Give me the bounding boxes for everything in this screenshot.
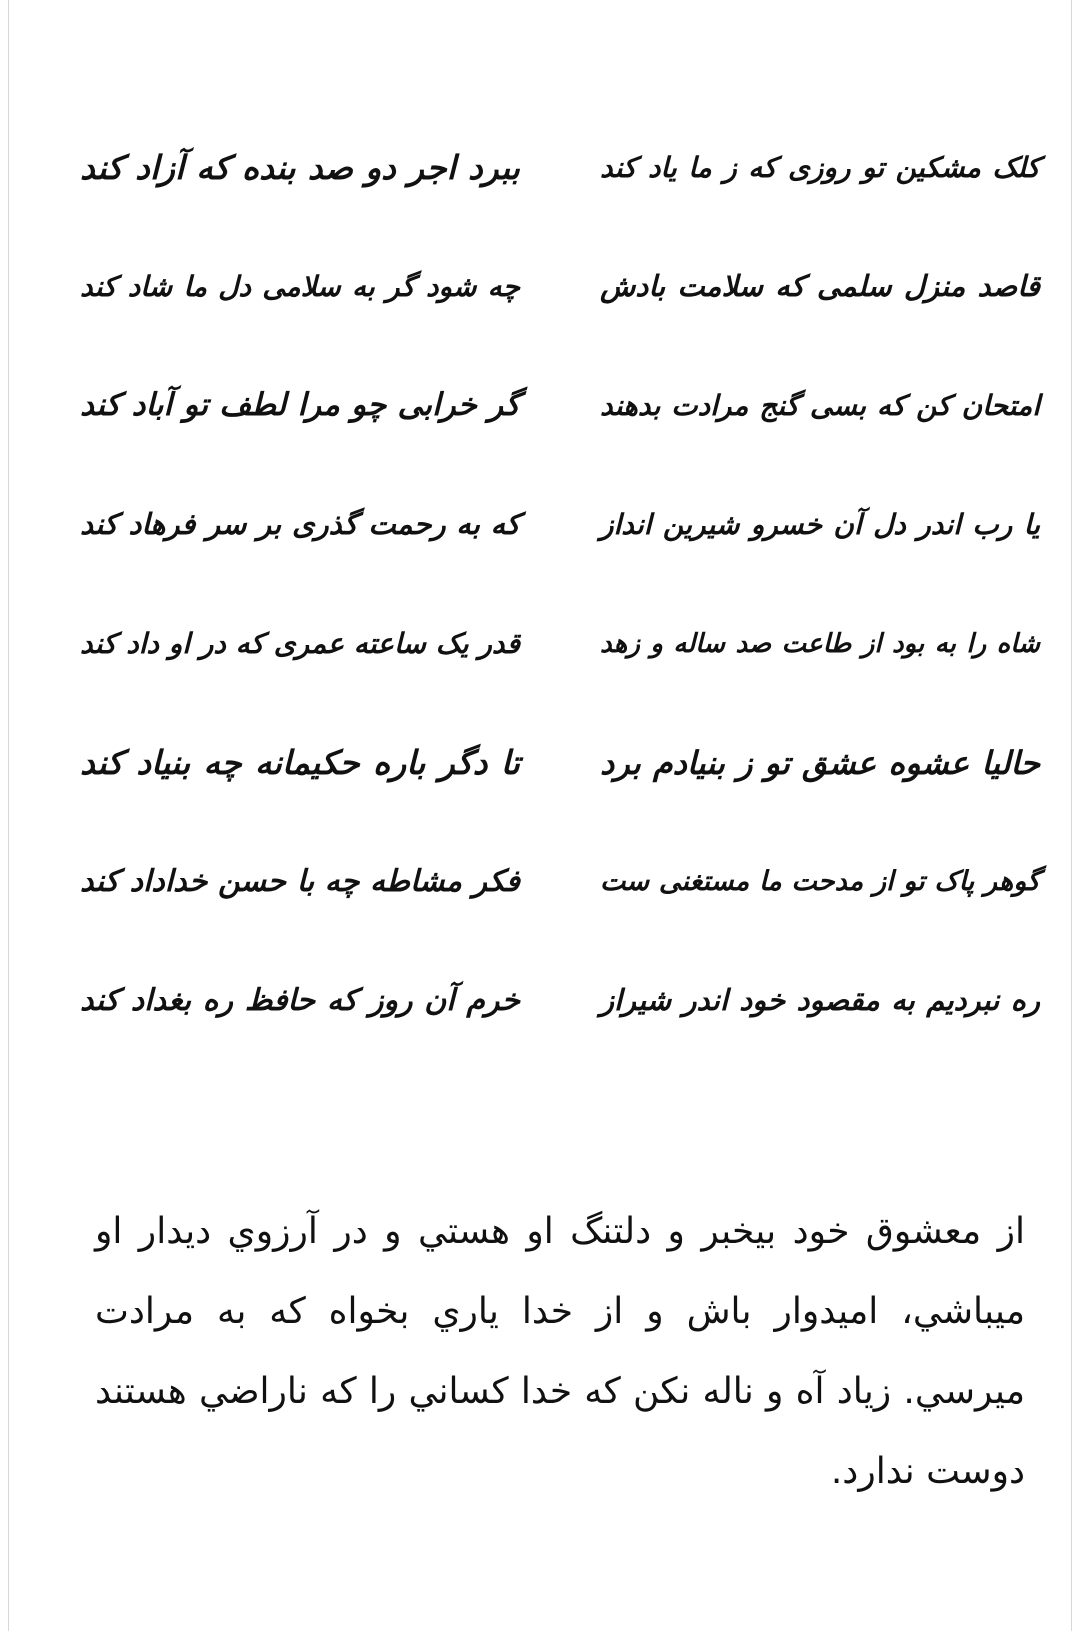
poem — [80, 108, 1040, 1060]
couplet-3-second-hemistich: گر خرابی چو مرا لطف تو آباد کند — [80, 387, 520, 423]
couplet — [80, 346, 1040, 465]
couplet-4-first-hemistich: یا رب اندر دل آن خسرو شیرین انداز — [600, 507, 1040, 541]
couplet-5-second-hemistich: قدر یک ساعته عمری که در او داد کند — [80, 626, 520, 660]
couplet-6-first-hemistich: حالیا عشوه عشق تو ز بنیادم برد — [600, 743, 1040, 782]
couplet — [80, 584, 1040, 703]
couplet-7-first-hemistich: گوهر پاک تو از مدحت ما مستغنی ست — [600, 866, 1040, 897]
couplet-4-second-hemistich: که به رحمت گذری بر سر فرهاد کند — [80, 507, 520, 541]
couplet-1-second-hemistich: ببرد اجر دو صد بنده که آزاد کند — [80, 148, 520, 187]
couplet-6-second-hemistich: تا دگر باره حکیمانه چه بنیاد کند — [80, 743, 520, 782]
couplet-8-second-hemistich: خرم آن روز که حافظ ره بغداد کند — [80, 982, 520, 1018]
couplet-2-first-hemistich: قاصد منزل سلمی که سلامت بادش — [600, 269, 1040, 303]
couplet-1-first-hemistich: کلک مشکین تو روزی که ز ما یاد کند — [600, 150, 1040, 184]
couplet — [80, 227, 1040, 346]
couplet — [80, 465, 1040, 584]
interpretation-paragraph: از معشوق خود بيخبر و دلتنگ او هستي و در آرزوي ديدار او ميباشي، اميدوار باش و از خدا ياري بخواه كه به مرادت ميرسي. زياد آه و ناله نكن كه خدا كساني را كه ناراضي هستند دوست ندارد. — [95, 1211, 1025, 1492]
couplet — [80, 941, 1040, 1060]
couplet-3-first-hemistich: امتحان کن که بسی گنج مرادت بدهند — [600, 388, 1040, 422]
couplet-7-second-hemistich: فکر مشاطه چه با حسن خداداد کند — [80, 863, 520, 899]
couplet-5-first-hemistich: شاه را به بود از طاعت صد ساله و زهد — [600, 628, 1040, 659]
couplet-8-first-hemistich: ره نبردیم به مقصود خود اندر شیراز — [600, 983, 1040, 1017]
couplet — [80, 108, 1040, 227]
couplet — [80, 822, 1040, 941]
couplet — [80, 703, 1040, 822]
couplet-2-second-hemistich: چه شود گر به سلامی دل ما شاد کند — [80, 269, 520, 303]
